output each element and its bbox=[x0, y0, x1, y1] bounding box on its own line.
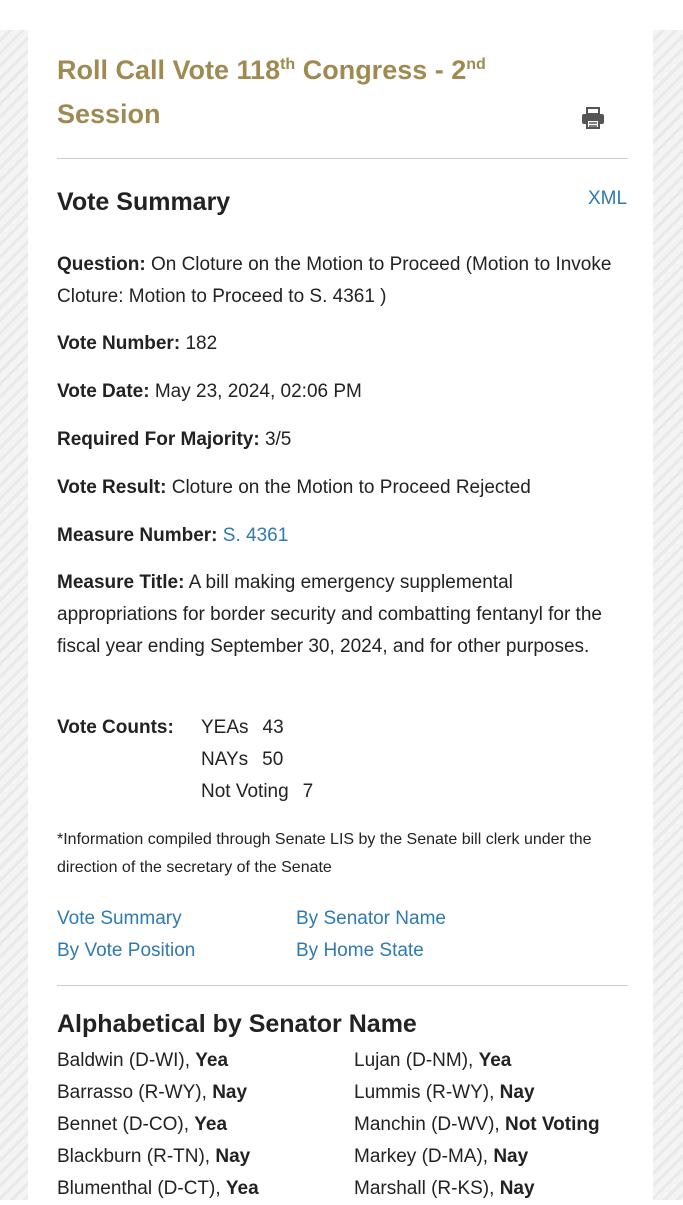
section-divider bbox=[57, 985, 628, 986]
vote-result-label: Vote Result: bbox=[57, 477, 167, 498]
senator-entry: Baldwin (D-WI), Yea bbox=[57, 1050, 229, 1071]
nav-by-senator-name-link[interactable]: By Senator Name bbox=[296, 908, 446, 929]
measure-number-label: Measure Number: bbox=[57, 525, 218, 546]
vote-summary-heading: Vote Summary bbox=[57, 188, 231, 216]
not-voting-count: Not Voting 7 bbox=[201, 781, 314, 802]
yeas-count: YEAs 43 bbox=[201, 717, 284, 738]
measure-number-row bbox=[57, 520, 632, 552]
alphabetical-heading: Alphabetical by Senator Name bbox=[57, 1010, 417, 1038]
vote-number-value: 182 bbox=[180, 333, 218, 354]
question-value: On Cloture on the Motion to Proceed (Motion to Invoke Cloture: Motion to Proceed to S. 4361 ) bbox=[57, 254, 612, 307]
info-note: *Information compiled through Senate LIS by the Senate bill clerk under the direction of the secretary of the Senate bbox=[57, 831, 592, 876]
nav-vote-summary-link[interactable]: Vote Summary bbox=[57, 908, 182, 929]
measure-title-label: Measure Title: bbox=[57, 572, 185, 593]
measure-number-link[interactable]: S. 4361 bbox=[222, 525, 289, 546]
vote-number-label: Vote Number: bbox=[57, 333, 181, 354]
measure-title-row bbox=[57, 567, 632, 663]
left-background-stripe bbox=[0, 30, 28, 1200]
majority-value: 3/5 bbox=[259, 429, 292, 450]
senator-entry: Lummis (R-WY), Nay bbox=[354, 1082, 535, 1103]
senator-entry: Manchin (D-WV), Not Voting bbox=[354, 1114, 600, 1135]
vote-number-row bbox=[57, 328, 632, 360]
senator-entry: Blackburn (R-TN), Nay bbox=[57, 1146, 251, 1167]
vote-counts-label: Vote Counts: bbox=[57, 717, 174, 738]
majority-row bbox=[57, 424, 632, 456]
vote-date-row bbox=[57, 376, 632, 408]
nav-by-home-state-link[interactable]: By Home State bbox=[296, 940, 424, 961]
measure-title-value: A bill making emergency supplemental appropriations for border security and combatting fentanyl for the fiscal year ending September 30, 2024, and for other purposes. bbox=[57, 572, 602, 657]
xml-link[interactable]: XML bbox=[588, 188, 628, 209]
senator-entry: Barrasso (R-WY), Nay bbox=[57, 1082, 248, 1103]
senator-entry: Markey (D-MA), Nay bbox=[354, 1146, 529, 1167]
nav-by-vote-position-link[interactable]: By Vote Position bbox=[57, 940, 196, 961]
senator-entry: Lujan (D-NM), Yea bbox=[354, 1050, 512, 1071]
question-label: Question: bbox=[57, 254, 146, 275]
vote-date-value: May 23, 2024, 02:06 PM bbox=[149, 381, 362, 402]
nays-count: NAYs 50 bbox=[201, 749, 284, 770]
vote-result-row bbox=[57, 472, 632, 504]
vote-date-label: Vote Date: bbox=[57, 381, 150, 402]
senator-entry: Blumenthal (D-CT), Yea bbox=[57, 1178, 259, 1199]
page-title: Roll Call Vote 118th Congress - 2nd Session bbox=[57, 55, 486, 129]
right-background-stripe bbox=[653, 30, 683, 1200]
vote-result-value: Cloture on the Motion to Proceed Rejected bbox=[166, 477, 531, 498]
senator-entry: Marshall (R-KS), Nay bbox=[354, 1178, 535, 1199]
title-divider bbox=[57, 158, 628, 159]
question-row bbox=[57, 249, 632, 313]
senator-entry: Bennet (D-CO), Yea bbox=[57, 1114, 228, 1135]
print-icon[interactable] bbox=[580, 106, 606, 130]
majority-label: Required For Majority: bbox=[57, 429, 260, 450]
